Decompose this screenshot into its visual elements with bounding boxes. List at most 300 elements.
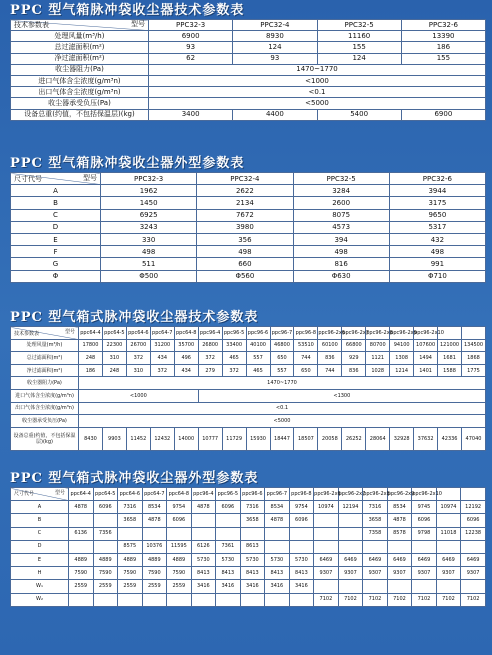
value-cell: 1214 [390, 364, 414, 377]
value-cell: 372 [126, 352, 150, 365]
corner-model-label: 型号 [64, 329, 75, 335]
value-cell: 8413 [265, 567, 290, 580]
value-cell: 42336 [438, 427, 462, 450]
tech-params-table-2 [10, 326, 486, 451]
table-row [11, 427, 486, 450]
value-cell [338, 527, 363, 540]
value-cell: 7316 [118, 501, 143, 514]
value-cell: 7590 [118, 567, 143, 580]
value-cell: 8413 [216, 567, 241, 580]
value-cell: 1494 [414, 352, 438, 365]
value-cell: 6925 [101, 209, 197, 221]
value-cell: 20058 [318, 427, 342, 450]
value-cell: 7102 [412, 593, 437, 606]
value-cell: Φ630 [293, 270, 389, 282]
row-label: 总过滤面积(m²) [11, 42, 149, 53]
value-cell [314, 514, 339, 527]
table-row [11, 415, 486, 428]
merged-value-cell: 1470~1770 [79, 377, 486, 390]
value-cell [216, 527, 241, 540]
value-cell: 6126 [191, 540, 216, 553]
tech-params-table-1 [10, 19, 486, 121]
model-header: PPC32-3 [101, 173, 197, 185]
value-cell: 11018 [436, 527, 461, 540]
dimension-params-table-1 [10, 172, 486, 283]
section-tech-params-1 [10, 3, 486, 121]
table-row [11, 20, 486, 31]
value-cell: 7102 [338, 593, 363, 606]
row-label: 总过滤面积(m²) [11, 352, 79, 365]
value-cell: 6096 [412, 514, 437, 527]
value-cell: 498 [197, 246, 293, 258]
table-row [11, 209, 486, 221]
value-cell: 124 [233, 42, 317, 53]
section-title: PPC 型气箱式脉冲袋收尘器技术参数表 [10, 310, 259, 325]
table-row [11, 221, 486, 233]
row-label: F [11, 246, 101, 258]
value-cell: 2622 [197, 185, 293, 197]
row-label: G [11, 258, 101, 270]
value-cell: 1681 [438, 352, 462, 365]
model-header: ppc96-8 [289, 488, 314, 501]
value-cell [461, 580, 486, 593]
value-cell: 372 [222, 364, 246, 377]
value-cell: 8613 [240, 540, 265, 553]
row-label: E [11, 233, 101, 245]
value-cell: 155 [401, 53, 485, 64]
value-cell: 2600 [293, 197, 389, 209]
model-header: ppc96-2x7 [342, 327, 366, 340]
row-label: 收尘器承受负压(Pa) [11, 415, 79, 428]
value-cell: 650 [294, 364, 318, 377]
model-header: ppc64-6 [126, 327, 150, 340]
value-cell: 124 [317, 53, 401, 64]
value-cell [436, 514, 461, 527]
table-row [11, 53, 486, 64]
value-cell: 8075 [293, 209, 389, 221]
table-row [11, 553, 486, 566]
value-cell: 7102 [436, 593, 461, 606]
value-cell: 9307 [436, 567, 461, 580]
table-row [11, 270, 486, 282]
section-title: PPC 型气箱式脉冲袋收尘器外型参数表 [10, 471, 259, 486]
table-row [11, 75, 486, 86]
row-label: B [11, 514, 69, 527]
model-header: PPC32-5 [317, 20, 401, 31]
value-cell [289, 540, 314, 553]
value-cell: 1962 [101, 185, 197, 197]
row-label: 收尘器承受负压(Pa) [11, 98, 149, 109]
value-cell: 15930 [246, 427, 270, 450]
section-title: PPC 型气箱脉冲袋收尘器外型参数表 [10, 156, 245, 171]
value-cell: 107600 [414, 339, 438, 352]
value-cell [93, 593, 118, 606]
model-header: ppc96-2x9 [387, 488, 412, 501]
value-cell: 310 [102, 352, 126, 365]
row-label: C [11, 209, 101, 221]
table-row [11, 98, 486, 109]
corner-model-label: 型号 [54, 490, 65, 496]
table-row [11, 233, 486, 245]
value-cell: 35700 [174, 339, 198, 352]
model-header: ppc96-8 [294, 327, 318, 340]
value-cell: 33400 [222, 339, 246, 352]
value-cell: 248 [79, 352, 103, 365]
value-cell: 5730 [216, 553, 241, 566]
value-cell: 4889 [118, 553, 143, 566]
section-dimension-params-1 [10, 156, 486, 283]
section-tech-params-2 [10, 310, 486, 451]
value-cell: 394 [293, 233, 389, 245]
model-header: ppc96-4 [191, 488, 216, 501]
value-cell: 94100 [390, 339, 414, 352]
value-cell: 37632 [414, 427, 438, 450]
value-cell: 8930 [233, 31, 317, 42]
corner-model-label: 型号 [83, 174, 97, 182]
value-cell: 7590 [167, 567, 192, 580]
value-cell: 60100 [318, 339, 342, 352]
table-row [11, 197, 486, 209]
value-cell: 4889 [167, 553, 192, 566]
value-cell: 26800 [198, 339, 222, 352]
row-label: A [11, 185, 101, 197]
table-row [11, 488, 486, 501]
row-label: W₁ [11, 580, 69, 593]
value-cell: 8413 [289, 567, 314, 580]
value-cell: 31200 [150, 339, 174, 352]
table-row [11, 31, 486, 42]
value-cell: 17800 [79, 339, 103, 352]
value-cell: 310 [126, 364, 150, 377]
value-cell: 5730 [289, 553, 314, 566]
value-cell: 9798 [412, 527, 437, 540]
empty-cell [462, 327, 486, 340]
row-label: 出口气体含尘浓度(g/m³n) [11, 87, 149, 98]
value-cell: 18507 [294, 427, 318, 450]
value-cell: 47040 [462, 427, 486, 450]
value-cell [363, 540, 388, 553]
value-cell: 10974 [314, 501, 339, 514]
model-header: PPC32-4 [197, 173, 293, 185]
value-cell: 6469 [338, 553, 363, 566]
value-cell [338, 514, 363, 527]
value-cell [314, 540, 339, 553]
value-cell: 6469 [412, 553, 437, 566]
value-cell: 496 [174, 352, 198, 365]
value-cell: 6096 [461, 514, 486, 527]
value-cell: 4878 [387, 514, 412, 527]
table-row [11, 540, 486, 553]
value-cell: 6096 [167, 514, 192, 527]
value-cell: 3658 [118, 514, 143, 527]
value-cell: 498 [389, 246, 485, 258]
value-cell: 248 [102, 364, 126, 377]
table-row [11, 352, 486, 365]
value-cell [167, 593, 192, 606]
value-cell: 3416 [289, 580, 314, 593]
value-cell: 744 [294, 352, 318, 365]
value-cell: 6469 [314, 553, 339, 566]
value-cell: 121000 [438, 339, 462, 352]
value-cell: 8575 [118, 540, 143, 553]
table-row [11, 514, 486, 527]
model-header: ppc64-6 [118, 488, 143, 501]
row-label: 处理风量(m³/h) [11, 31, 149, 42]
row-label: 净过滤面积(m²) [11, 53, 149, 64]
value-cell: 5730 [240, 553, 265, 566]
model-header: ppc96-6 [240, 488, 265, 501]
value-cell: 7102 [314, 593, 339, 606]
table-row [11, 87, 486, 98]
value-cell: 18447 [270, 427, 294, 450]
value-cell: 4573 [293, 221, 389, 233]
value-cell [216, 514, 241, 527]
value-cell: 498 [293, 246, 389, 258]
value-cell: 372 [150, 364, 174, 377]
corner-row-label: 技术参数表 [14, 330, 40, 337]
value-cell [265, 593, 290, 606]
value-cell [167, 527, 192, 540]
value-cell: 2134 [197, 197, 293, 209]
value-cell: 93 [149, 42, 233, 53]
value-cell: 62 [149, 53, 233, 64]
value-cell [387, 540, 412, 553]
value-cell: 1401 [414, 364, 438, 377]
value-cell: 14000 [174, 427, 198, 450]
table-row [11, 327, 486, 340]
value-cell: 4889 [142, 553, 167, 566]
dimension-params-table-2 [10, 487, 486, 607]
model-header: ppc96-5 [222, 327, 246, 340]
value-cell [338, 580, 363, 593]
row-label: 进口气体含尘浓度(g/m³n) [11, 389, 79, 402]
model-header: ppc64-7 [150, 327, 174, 340]
value-cell: 3416 [240, 580, 265, 593]
value-cell: 330 [101, 233, 197, 245]
value-cell: 9307 [338, 567, 363, 580]
value-cell: 11160 [317, 31, 401, 42]
value-cell: 155 [317, 42, 401, 53]
row-label: B [11, 197, 101, 209]
value-cell: 7102 [363, 593, 388, 606]
value-cell: 8534 [387, 501, 412, 514]
value-cell: 3980 [197, 221, 293, 233]
value-cell: 1308 [390, 352, 414, 365]
value-cell [436, 540, 461, 553]
value-cell: 7590 [69, 567, 94, 580]
value-cell: 3944 [389, 185, 485, 197]
row-label: 净过滤面积(m²) [11, 364, 79, 377]
empty-cell [461, 488, 486, 501]
value-cell: 28064 [366, 427, 390, 450]
value-cell: 7590 [93, 567, 118, 580]
value-cell: 5730 [191, 553, 216, 566]
value-cell: 5400 [317, 109, 401, 120]
value-cell [240, 527, 265, 540]
value-cell: 929 [342, 352, 366, 365]
table-row [11, 527, 486, 540]
header-corner-cell [11, 173, 101, 185]
row-label: D [11, 540, 69, 553]
value-cell: 11595 [167, 540, 192, 553]
model-header: ppc96-6 [246, 327, 270, 340]
value-cell: 660 [197, 258, 293, 270]
value-cell [118, 527, 143, 540]
model-header: ppc96-4 [198, 327, 222, 340]
value-cell: 7358 [363, 527, 388, 540]
value-cell [142, 593, 167, 606]
value-cell: 465 [222, 352, 246, 365]
row-label: W₂ [11, 593, 69, 606]
value-cell: 11729 [222, 427, 246, 450]
model-header: ppc64-5 [102, 327, 126, 340]
model-header: PPC32-6 [389, 173, 485, 185]
row-label: 进口气体含尘浓度(g/m³n) [11, 75, 149, 86]
table-row [11, 258, 486, 270]
value-cell: 6469 [363, 553, 388, 566]
value-cell: 46800 [270, 339, 294, 352]
value-cell: 2559 [69, 580, 94, 593]
value-cell: 9307 [412, 567, 437, 580]
value-cell: 9903 [102, 427, 126, 450]
value-cell [69, 593, 94, 606]
model-header: ppc96-2x8 [366, 327, 390, 340]
value-cell: 356 [197, 233, 293, 245]
model-header: ppc96-2x6 [318, 327, 342, 340]
value-cell: 5730 [265, 553, 290, 566]
row-label: 设备总重(约值，不包括保温层)(kg) [11, 427, 79, 450]
value-cell: 1121 [366, 352, 390, 365]
merged-value-cell: <1000 [79, 389, 199, 402]
row-label: H [11, 567, 69, 580]
model-header: PPC32-5 [293, 173, 389, 185]
value-cell: 6096 [216, 501, 241, 514]
value-cell: 650 [270, 352, 294, 365]
corner-row-label: 尺寸代号 [14, 491, 35, 498]
value-cell: 22300 [102, 339, 126, 352]
value-cell: 3658 [363, 514, 388, 527]
row-label: Φ [11, 270, 101, 282]
value-cell [363, 580, 388, 593]
value-cell: 12238 [461, 527, 486, 540]
row-label: 设备总重(约值，不包括保温层)(kg) [11, 109, 149, 120]
header-corner-cell [11, 488, 69, 501]
value-cell: 9307 [314, 567, 339, 580]
value-cell: 1775 [462, 364, 486, 377]
value-cell [461, 540, 486, 553]
row-label: 处理风量(m³/h) [11, 339, 79, 352]
value-cell: 4878 [69, 501, 94, 514]
table-row [11, 580, 486, 593]
merged-value-cell: <5000 [149, 98, 486, 109]
value-cell [191, 514, 216, 527]
value-cell [216, 593, 241, 606]
row-label: A [11, 501, 69, 514]
value-cell: 3658 [240, 514, 265, 527]
value-cell: 1028 [366, 364, 390, 377]
value-cell: 26700 [126, 339, 150, 352]
value-cell: 3243 [101, 221, 197, 233]
value-cell: 13390 [401, 31, 485, 42]
model-header: PPC32-3 [149, 20, 233, 31]
value-cell: 10777 [198, 427, 222, 450]
model-header: ppc96-2x6 [314, 488, 339, 501]
value-cell: 7316 [240, 501, 265, 514]
value-cell: 7102 [461, 593, 486, 606]
value-cell: 8413 [240, 567, 265, 580]
value-cell: 10974 [436, 501, 461, 514]
value-cell: 2559 [167, 580, 192, 593]
value-cell: 2559 [142, 580, 167, 593]
value-cell: 744 [318, 364, 342, 377]
value-cell: 53510 [294, 339, 318, 352]
corner-model-label: 型号 [131, 20, 145, 28]
model-header: ppc64-8 [167, 488, 192, 501]
value-cell [265, 527, 290, 540]
model-header: PPC32-6 [401, 20, 485, 31]
value-cell [338, 540, 363, 553]
value-cell: 1588 [438, 364, 462, 377]
value-cell: 4878 [265, 514, 290, 527]
value-cell: 465 [246, 364, 270, 377]
value-cell: Φ500 [101, 270, 197, 282]
value-cell: 557 [246, 352, 270, 365]
value-cell: 8578 [387, 527, 412, 540]
value-cell: 80700 [366, 339, 390, 352]
value-cell: 8534 [142, 501, 167, 514]
value-cell: 7102 [387, 593, 412, 606]
value-cell: 991 [389, 258, 485, 270]
header-corner-cell [11, 20, 149, 31]
value-cell: 6469 [387, 553, 412, 566]
model-header: ppc64-7 [142, 488, 167, 501]
value-cell: 9307 [387, 567, 412, 580]
value-cell [412, 540, 437, 553]
value-cell: 7356 [93, 527, 118, 540]
value-cell: 4889 [93, 553, 118, 566]
model-header: ppc96-2x9 [390, 327, 414, 340]
table-row [11, 339, 486, 352]
value-cell: 557 [270, 364, 294, 377]
value-cell: 434 [150, 352, 174, 365]
value-cell [314, 580, 339, 593]
value-cell: 40100 [246, 339, 270, 352]
value-cell: 2559 [93, 580, 118, 593]
table-row [11, 185, 486, 197]
value-cell: 12192 [461, 501, 486, 514]
value-cell [93, 540, 118, 553]
table-row [11, 173, 486, 185]
table-row [11, 593, 486, 606]
merged-value-cell: <0.1 [149, 87, 486, 98]
value-cell: 498 [101, 246, 197, 258]
value-cell: 1868 [462, 352, 486, 365]
value-cell: 6469 [436, 553, 461, 566]
value-cell: 4878 [191, 501, 216, 514]
model-header: ppc64-5 [93, 488, 118, 501]
value-cell: 1450 [101, 197, 197, 209]
value-cell: 8430 [79, 427, 103, 450]
row-label: 收尘器阻力(Pa) [11, 64, 149, 75]
value-cell [314, 527, 339, 540]
value-cell: 7590 [142, 567, 167, 580]
value-cell: 5317 [389, 221, 485, 233]
corner-row-label: 技术参数表 [14, 21, 49, 30]
value-cell [240, 593, 265, 606]
table-row [11, 364, 486, 377]
value-cell: 4400 [233, 109, 317, 120]
merged-value-cell: 1470~1770 [149, 64, 486, 75]
